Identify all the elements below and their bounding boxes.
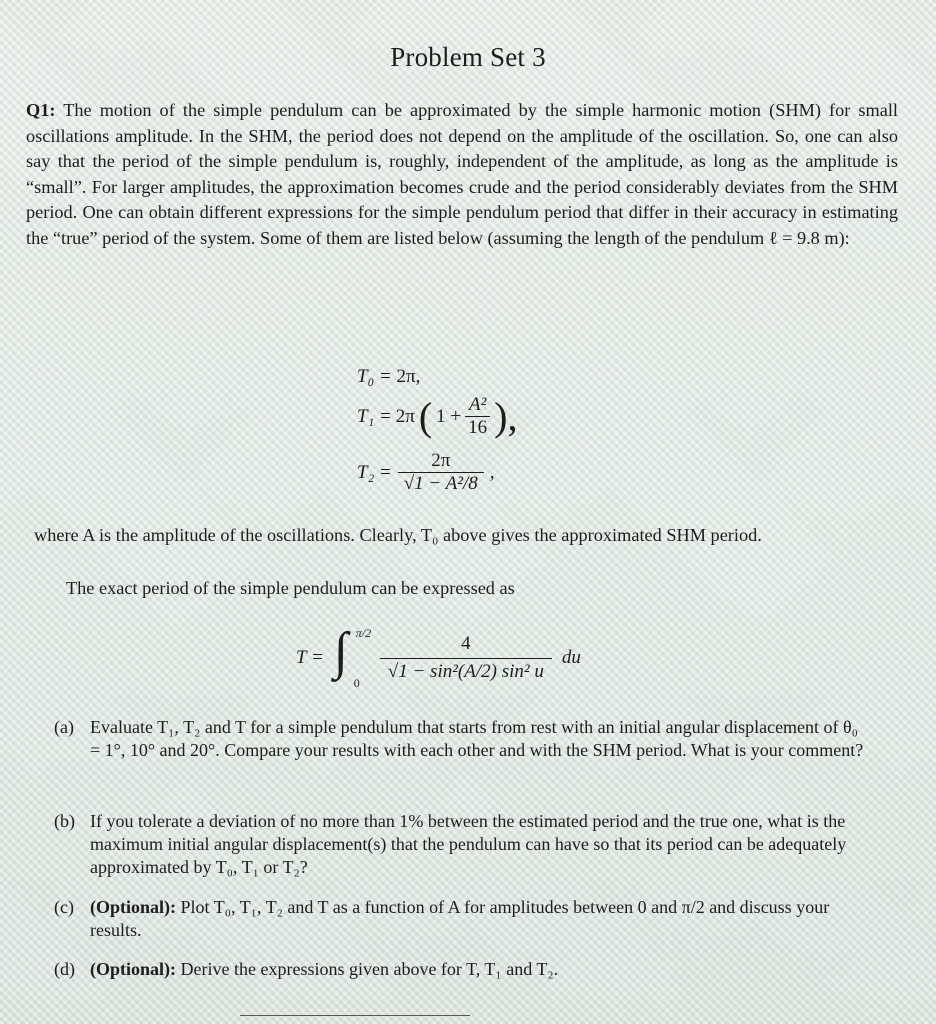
t1-fraction: $\frac{\text{A²}}{16}$ bbox=[465, 394, 490, 439]
document-page: Problem Set 3 Q1: The motion of the simple pendulum can be approximated by the simple harmonic motion (SHM) for small oscillations amplitude. In the SHM, the period does not depend on the amplitude of the oscillation. So, one can also say that the period of the simple pendulum is, roughly, independent of the amplitude, as long as the amplitude is “small”. For larger amplitudes, the approximation becomes crude and the period considerably deviates from the SHM period. One can obtain different expressions for the simple pendulum period that differ in their accuracy in estimating the “true” period of the system. Some of them are listed below (assuming the length of the pendulum ℓ = 9.8 m): T₀ = 2π, T₁ = 2π ( 1 + $\frac{\text{A²}}{16}$ ), T₂ = $\frac{2\pi}{\text{√1 − A²/8}}$ , where A is the amplitude of the oscillations. Clearly, T₀ above gives the approximated SHM period. The exact period of the simple pendulum can be expressed as T = ∫ π/2 0 $\frac{4}{\text{√1 − sin²(A/2) sin² u}}$ du (a) Evaluate T₁, T₂ and T for a simple pendulum that starts from rest with an initial angular displacement of θ₀ = 1°, 10° and 20°. Compare your results with each other and with the SHM period. What is your comment? (b) If you tolerate a deviation of no more than 1% between the estimated period and the true one, what is the maximum initial angular displacement(s) that the pendulum can have so that its period can be adequately approximated by T₀, T₁ or T₂? (c) (Optional): Plot T₀, T₁, T₂ and T as a function of A for amplitudes between 0 and π/2 and discuss your results. (d) (Optional): Derive the expressions given above for T, T₁ and T₂. bbox=[0, 0, 936, 1024]
integral-sign: ∫ π/2 0 bbox=[333, 623, 372, 690]
where-paragraph: where A is the amplitude of the oscillations. Clearly, T₀ above gives the approximated SHM period. bbox=[34, 525, 762, 545]
equation-t0: T₀ = 2π, bbox=[357, 366, 421, 387]
equation-t1: T₁ = 2π ( 1 + $\frac{\text{A²}}{16}$ ), bbox=[357, 393, 518, 439]
left-paren: ( bbox=[418, 393, 433, 439]
q1-text: The motion of the simple pendulum can be approximated by the simple harmonic motion (SHM) for small oscillations amplitude. In the SHM, the period does not depend on the amplitude of the oscillation. So, one can also say that the period of the simple pendulum is, roughly, independent of the amplitude, as long as the amplitude is “small”. For larger amplitudes, the approximation becomes crude and the period considerably deviates from the SHM period. One can obtain different expressions for the simple pendulum period that differ in their accuracy in estimating the “true” period of the system. Some of them are listed below (assuming the length of the pendulum ℓ = 9.8 m): bbox=[26, 100, 899, 248]
equation-t-exact: T = ∫ π/2 0 $\frac{4}{\text{√1 − sin²(A/2) sin² u}}$ du bbox=[296, 623, 581, 690]
q1-paragraph bbox=[26, 98, 898, 252]
equation-t2: T₂ = $\frac{2\pi}{\text{√1 − A²/8}}$ , bbox=[357, 450, 495, 494]
t-integrand-fraction: $\frac{4}{\text{√1 − sin²(A/2) sin² u}}$ bbox=[380, 633, 552, 683]
exact-period-intro: The exact period of the simple pendulum can be expressed as bbox=[66, 578, 515, 598]
page-title: Problem Set 3 bbox=[390, 42, 546, 72]
right-paren: ), bbox=[494, 393, 518, 439]
t2-fraction: $\frac{2\pi}{\text{√1 − A²/8}}$ bbox=[398, 450, 484, 495]
q1-label: Q1: bbox=[26, 100, 56, 120]
bottom-rule bbox=[240, 1015, 470, 1016]
